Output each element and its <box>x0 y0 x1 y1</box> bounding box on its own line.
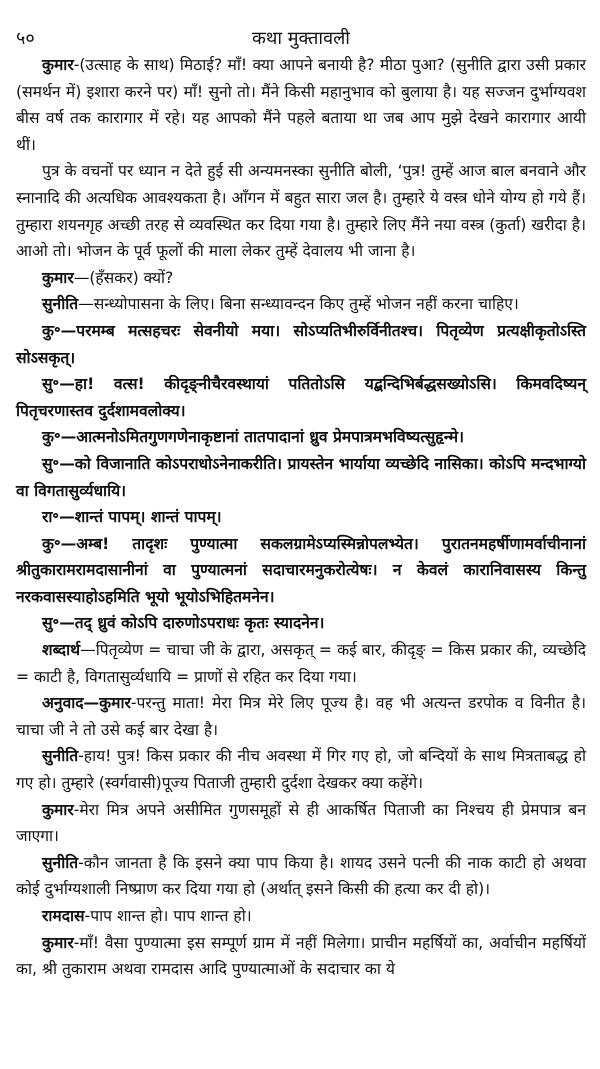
sanskrit-dialogue <box>16 610 586 637</box>
page-body <box>16 52 586 983</box>
paragraph-text: —आत्मनोऽमितगुणगणेनाकृष्टानां तातपादानां ध्रुव प्रेमपात्रमभविष्यत्सुहृन्मे। <box>60 428 465 447</box>
dialogue-paragraph <box>16 265 586 292</box>
dialogue-paragraph <box>16 850 586 903</box>
section-label: अनुवाद—कुमार <box>42 694 131 713</box>
speaker-label: सु॰ <box>42 375 60 394</box>
dialogue-paragraph <box>16 291 586 318</box>
speaker-label: कु॰ <box>42 534 61 553</box>
speaker-label: सु॰ <box>42 454 60 473</box>
section-label: शब्दार्थ <box>42 641 81 660</box>
speaker-label: सु॰ <box>42 614 60 633</box>
translation-paragraph <box>16 690 586 743</box>
paragraph-text: -कौन जानता है कि इसने क्या पाप किया है। शायद उसने पत्नी की नाक काटी हो अथवा कोई दुर्भाग्यशाली निष्प्राण कर दिया गया हो (अर्थात् इसने किसी की हत्या कर दी हो)। <box>16 853 586 899</box>
page-header <box>16 0 586 49</box>
speaker-label: कुमार <box>42 268 74 287</box>
speaker-label: कुमार <box>42 56 74 74</box>
paragraph-text: पुत्र के वचनों पर ध्यान न देते हुई सी अन्यमनस्का सुनीति बोली, ‘पुत्र! तुम्हें आज बाल बनवाने और स्नानादि की अत्यधिक आवश्यकता है। आँगन में बहुत सारा जल है। तुम्हारे ये वस्त्र धोने योग्य हो गये हैं। तुम्हारा शयनगृह अच्छी तरह से व्यवस्थित कर दिया गया है। तुम्हारे लिए मैंने नया वस्त्र (कुर्ता) खरीदा है। आओ तो। भोजन के पूर्व फूलों की माला लेकर तुम्हें देवालय भी जाना है। <box>16 162 586 261</box>
speaker-label: सुनीति <box>42 853 79 872</box>
paragraph-text: -पाप शान्त हो। पाप शान्त हो। <box>84 907 252 925</box>
paragraph-text: -परन्तु माता! मेरा मित्र मेरे लिए पूज्य है। वह भी अत्यन्त डरपोक व विनीत है। चाचा जी ने तो उसे कई बार देखा है। <box>16 694 586 739</box>
paragraph-text: —अम्ब! तादृशः पुण्यात्मा सकलग्रामेऽप्यस्मिन्नोपलभ्येत। पुरातनमहर्षीणामर्वाचीनानां श्रीतुकारामरामदासानीनां वा पुण्यात्मनां सदाचारमनुकरोत्येषः। न केवलं कारानिवासस्य किन्तु नरकवासस्याहोऽहमिति भूयो भूयोऽभिहितमनेन। <box>16 534 586 606</box>
paragraph-text: -हाय! पुत्र! किस प्रकार की नीच अवस्था में गिर गए हो, जो बन्दियों के साथ मित्रताबद्ध हो गए हो। तुम्हारे (स्वर्गवासी)पूज्य पिताजी तुम्हारी दुर्दशा देखकर क्या कहेंगे। <box>16 747 586 793</box>
narrative-paragraph <box>16 158 586 264</box>
running-title: कथा मुक्तावली <box>252 28 350 49</box>
speaker-label: रा॰ <box>42 508 60 527</box>
speaker-label: कुमार <box>42 800 74 819</box>
sanskrit-dialogue <box>16 424 586 451</box>
paragraph-text: -माँ! वैसा पुण्यात्मा इस सम्पूर्ण ग्राम में नहीं मिलेगा। प्राचीन महर्षियों का, अर्वाचीन महर्षियों का, श्री तुकाराम अथवा रामदास आदि पुण्यात्माओं के सदाचार का ये <box>16 933 586 979</box>
paragraph-text: -(उत्साह के साथ) मिठाई? माँ! क्या आपने बनायी है? मीठा पुआ? (सुनीति द्वारा उसी प्रकार (समर्थन में) इशारा करने पर) माँ! सुनो तो। मैंने किसी महानुभाव को बुलाया है। यह सज्जन दुर्भाग्यवश बीस वर्ष तक कारागार में रहे। यह आपको मैंने पहले बताया था जब आप मुझे देखने कारागार आयी थीं। <box>16 56 586 154</box>
dialogue-paragraph <box>16 930 586 983</box>
sanskrit-dialogue <box>16 451 586 504</box>
paragraph-text: —को विजानाति कोऽपराधोऽनेनाकरीति। प्रायस्तेन भार्याया व्यच्छेदि नासिका। कोऽपि मन्दभाग्यो वा विगतासुर्व्यधायि। <box>16 454 586 500</box>
paragraph-text: —पितृव्येण = चाचा जी के द्वारा, असकृत् = कई बार, कीदृङ् = किस प्रकार की, व्यच्छेदि = काटी है, विगतासुर्व्यधायि = प्राणों से रहित कर दिया गया। <box>16 641 586 686</box>
speaker-label: कु॰ <box>42 428 61 447</box>
sanskrit-dialogue <box>16 371 586 424</box>
paragraph-text: —सन्ध्योपासना के लिए। बिना सन्ध्यावन्दन किए तुम्हें भोजन नहीं करना चाहिए। <box>78 295 519 314</box>
paragraph-text: —परमम्ब मत्सहचरः सेवनीयो मया। सोऽप्यतिभीरुर्विनीतश्च। पितृव्येण प्रत्यक्षीकृतोऽस्ति सोऽसकृत्। <box>16 321 586 367</box>
paragraph-text: —(हँसकर) क्यों? <box>73 268 174 287</box>
sanskrit-dialogue <box>16 504 586 531</box>
paragraph-text: —तद् ध्रुवं कोऽपि दारुणोऽपराधः कृतः स्यादनेन। <box>59 614 325 633</box>
speaker-label: सुनीति <box>42 747 79 766</box>
speaker-label: कुमार <box>42 933 74 952</box>
dialogue-paragraph <box>16 903 586 930</box>
dialogue-paragraph <box>16 797 586 850</box>
speaker-label: सुनीति <box>42 295 79 314</box>
paragraph-text: —शान्तं पापम्। शान्तं पापम्। <box>59 508 222 527</box>
dialogue-paragraph <box>16 743 586 796</box>
paragraph-text: -मेरा मित्र अपने असीमित गुणसमूहों से ही आकर्षित पिताजी का निश्चय ही प्रेमपात्र बन जाएगा। <box>16 800 586 846</box>
sanskrit-dialogue <box>16 531 586 611</box>
dialogue-paragraph <box>16 52 586 158</box>
sanskrit-dialogue <box>16 318 586 371</box>
speaker-label: रामदास <box>42 907 85 925</box>
speaker-label: कु॰ <box>42 321 61 340</box>
page-number: ५० <box>16 28 35 49</box>
paragraph-text: —हा! वत्स! कीदृङ्नीचैरवस्थायां पतितोऽसि यद्बन्दिभिर्बद्धसख्योऽसि। किमवदिष्यन् पितृचरणास्तव दुर्दशामवलोक्य। <box>16 375 586 420</box>
glossary-paragraph <box>16 637 586 690</box>
